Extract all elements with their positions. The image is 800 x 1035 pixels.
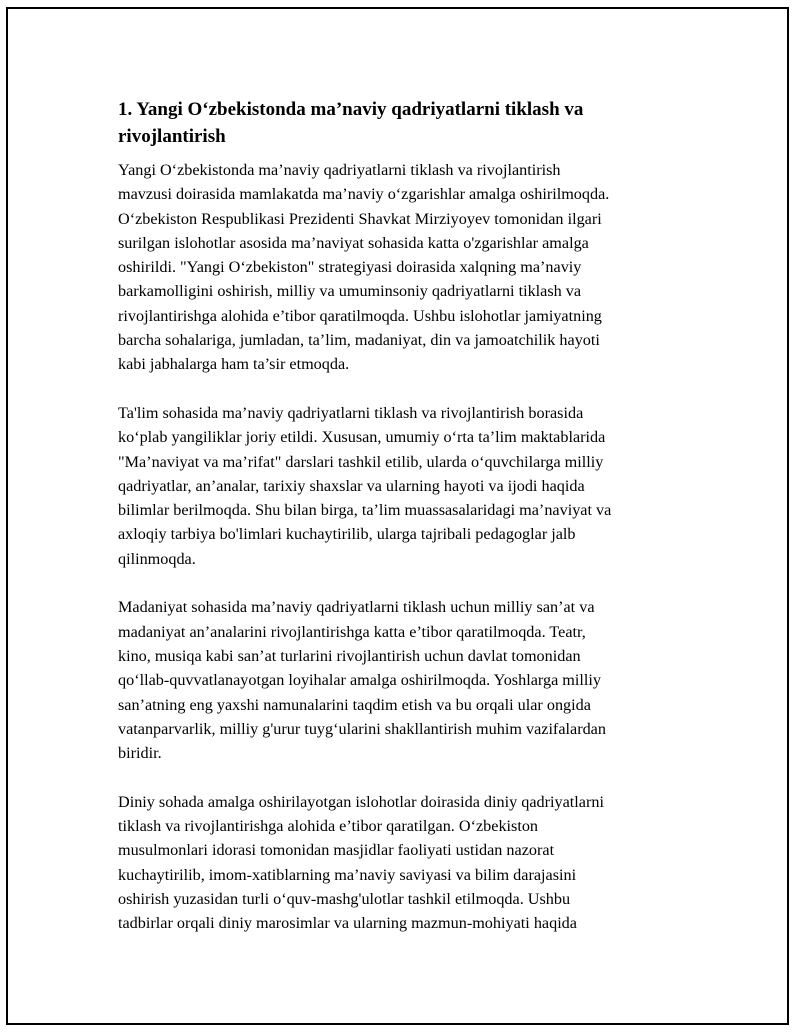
paragraph-religion <box>118 790 688 936</box>
text-line: Diniy sohada amalga oshirilayotgan islohotlar doirasida diniy qadriyatlarni <box>118 792 604 811</box>
text-line: musulmonlari idorasi tomonidan masjidlar faoliyati ustidan nazorat <box>118 841 555 860</box>
text-line: "Ma’naviyat va ma’rifat" darslari tashkil etilib, ularda o‘quvchilarga milliy <box>118 452 604 471</box>
text-line: tadbirlar orqali diniy marosimlar va ularning mazmun-mohiyati haqida <box>118 914 577 933</box>
text-line: qadriyatlar, an’analar, tarixiy shaxslar va ularning hayoti va ijodi haqida <box>118 476 585 495</box>
text-line: kino, musiqa kabi san’at turlarini rivojlantirish uchun davlat tomonidan <box>118 646 581 665</box>
text-line: bilimlar berilmoqda. Shu bilan birga, ta’lim muassasalaridagi ma’naviyat va <box>118 501 612 520</box>
document-body <box>118 96 688 936</box>
text-line: O‘zbekiston Respublikasi Prezidenti Shavkat Mirziyoyev tomonidan ilgari <box>118 209 602 228</box>
text-line: qilinmoqda. <box>118 549 196 568</box>
text-line: vatanparvarlik, milliy g'urur tuyg‘ularini shakllantirish muhim vazifalardan <box>118 719 606 738</box>
text-line: oshirish yuzasidan turli o‘quv-mashg'ulotlar tashkil etilmoqda. Ushbu <box>118 889 571 908</box>
text-line: Madaniyat sohasida ma’naviy qadriyatlarni tiklash uchun milliy san’at va <box>118 598 595 617</box>
text-line: tiklash va rivojlantirishga alohida e’tibor qaratilgan. O‘zbekiston <box>118 817 539 836</box>
text-line: surilgan islohotlar asosida ma’naviyat sohasida katta o'zgarishlar amalga <box>118 233 589 252</box>
text-line: madaniyat an’analarini rivojlantirishga katta e’tibor qaratilmoqda. Teatr, <box>118 622 586 641</box>
text-line: oshirildi. "Yangi O‘zbekiston" strategiyasi doirasida xalqning ma’naviy <box>118 258 582 277</box>
text-line: mavzusi doirasida mamlakatda ma’naviy o‘zgarishlar amalga oshirilmoqda. <box>118 185 610 204</box>
text-line: qo‘llab-quvvatlanayotgan loyihalar amalga oshirilmoqda. Yoshlarga milliy <box>118 671 601 690</box>
heading-line: rivojlantirish <box>118 126 226 147</box>
paragraph-culture <box>118 595 688 765</box>
heading-line: 1. Yangi O‘zbekistonda ma’naviy qadriyatlarni tiklash va <box>118 99 584 120</box>
text-line: ko‘plab yangiliklar joriy etildi. Xususan, umumiy o‘rta ta’lim maktablarida <box>118 428 606 447</box>
paragraph-intro <box>118 158 688 377</box>
text-line: Ta'lim sohasida ma’naviy qadriyatlarni tiklash va rivojlantirish borasida <box>118 403 584 422</box>
text-line: biridir. <box>118 744 162 763</box>
text-line: kuchaytirilib, imom-xatiblarning ma’naviy saviyasi va bilim darajasini <box>118 865 577 884</box>
text-line: barkamolligini oshirish, milliy va umuminsoniy qadriyatlarni tiklash va <box>118 282 582 301</box>
text-line: san’atning eng yaxshi namunalarini taqdim etish va bu orqali ular ongida <box>118 695 591 714</box>
text-line: Yangi O‘zbekistonda ma’naviy qadriyatlarni tiklash va rivojlantirish <box>118 161 561 179</box>
text-line: barcha sohalariga, jumladan, ta’lim, madaniyat, din va jamoatchilik hayoti <box>118 331 600 350</box>
text-line: kabi jabhalarga ham ta’sir etmoqda. <box>118 355 350 374</box>
text-line: rivojlantirishga alohida e’tibor qaratilmoqda. Ushbu islohotlar jamiyatning <box>118 306 602 325</box>
text-line: axloqiy tarbiya bo'limlari kuchaytirilib, ularga tajribali pedagoglar jalb <box>118 525 576 544</box>
section-heading <box>118 96 688 150</box>
paragraph-education <box>118 401 688 571</box>
